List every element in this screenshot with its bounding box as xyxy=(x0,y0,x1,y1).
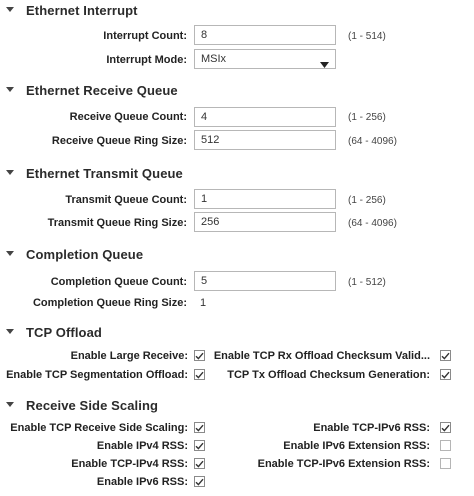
receive-queue-ring-label: Receive Queue Ring Size: xyxy=(51,135,187,147)
interrupt-count-input[interactable] xyxy=(194,25,336,45)
tcp-ipv4-rss-checkbox[interactable] xyxy=(194,458,205,469)
caret-down-icon[interactable] xyxy=(4,84,16,96)
caret-down-icon[interactable] xyxy=(4,399,16,411)
interrupt-mode-select[interactable] xyxy=(194,49,336,69)
ipv6-rss-checkbox[interactable] xyxy=(194,476,205,487)
transmit-queue-ring-range: (64 - 4096) xyxy=(348,218,397,229)
tcp-ipv6-extension-rss-checkbox[interactable] xyxy=(440,458,451,469)
section-ethernet-interrupt-header[interactable] xyxy=(4,2,138,18)
completion-queue-count-input[interactable] xyxy=(194,271,336,291)
section-title: Ethernet Interrupt xyxy=(26,2,138,18)
section-title: Completion Queue xyxy=(26,246,144,262)
transmit-queue-ring-input[interactable] xyxy=(194,212,336,232)
caret-down-icon[interactable] xyxy=(4,167,16,179)
large-receive-label: Enable Large Receive: xyxy=(70,350,188,362)
checkmark-icon xyxy=(195,371,204,379)
completion-queue-count-range: (1 - 512) xyxy=(348,277,386,288)
checkmark-icon xyxy=(195,460,204,468)
tcp-ipv6-extension-rss-label: Enable TCP-IPv6 Extension RSS: xyxy=(257,458,430,470)
segmentation-offload-label: Enable TCP Segmentation Offload: xyxy=(6,369,188,381)
checkmark-icon xyxy=(441,424,450,432)
rx-checksum-checkbox[interactable] xyxy=(440,350,451,361)
ipv4-rss-label: Enable IPv4 RSS: xyxy=(96,440,188,452)
receive-queue-count-input[interactable] xyxy=(194,107,336,127)
checkmark-icon xyxy=(441,371,450,379)
interrupt-count-range: (1 - 514) xyxy=(348,31,386,42)
completion-queue-ring-value: 1 xyxy=(200,297,207,309)
checkmark-icon xyxy=(195,424,204,432)
checkmark-icon xyxy=(195,478,204,486)
receive-queue-ring-input[interactable] xyxy=(194,130,336,150)
ipv4-rss-checkbox[interactable] xyxy=(194,440,205,451)
ipv6-extension-rss-checkbox[interactable] xyxy=(440,440,451,451)
tx-checksum-checkbox[interactable] xyxy=(440,369,451,380)
section-rss-header[interactable] xyxy=(4,397,158,413)
interrupt-count-label: Interrupt Count: xyxy=(103,30,187,42)
caret-down-icon[interactable] xyxy=(4,326,16,338)
section-receive-queue-header[interactable] xyxy=(4,82,178,98)
section-title: Ethernet Transmit Queue xyxy=(26,165,183,181)
segmentation-offload-checkbox[interactable] xyxy=(194,369,205,380)
receive-queue-count-range: (1 - 256) xyxy=(348,112,386,123)
tcp-ipv6-rss-label: Enable TCP-IPv6 RSS: xyxy=(313,422,430,434)
ipv6-extension-rss-label: Enable IPv6 Extension RSS: xyxy=(283,440,430,452)
large-receive-checkbox[interactable] xyxy=(194,350,205,361)
transmit-queue-count-label: Transmit Queue Count: xyxy=(65,194,187,206)
checkmark-icon xyxy=(195,442,204,450)
section-tcp-offload-header[interactable] xyxy=(4,324,102,340)
receive-queue-ring-range: (64 - 4096) xyxy=(348,136,397,147)
interrupt-mode-label: Interrupt Mode: xyxy=(106,54,187,66)
section-transmit-queue-header[interactable] xyxy=(4,165,183,181)
section-completion-queue-header[interactable] xyxy=(4,246,143,262)
rx-checksum-label: Enable TCP Rx Offload Checksum Valid... xyxy=(213,350,430,362)
transmit-queue-count-input[interactable] xyxy=(194,189,336,209)
section-title: Ethernet Receive Queue xyxy=(26,82,178,98)
receive-queue-count-label: Receive Queue Count: xyxy=(69,111,187,123)
ipv6-rss-label: Enable IPv6 RSS: xyxy=(96,476,188,488)
checkmark-icon xyxy=(195,352,204,360)
tx-checksum-label: TCP Tx Offload Checksum Generation: xyxy=(227,369,430,381)
caret-down-icon[interactable] xyxy=(4,4,16,16)
tcp-rss-checkbox[interactable] xyxy=(194,422,205,433)
caret-down-icon[interactable] xyxy=(4,248,16,260)
tcp-rss-label: Enable TCP Receive Side Scaling: xyxy=(10,422,188,434)
transmit-queue-count-range: (1 - 256) xyxy=(348,195,386,206)
checkmark-icon xyxy=(441,352,450,360)
completion-queue-ring-label: Completion Queue Ring Size: xyxy=(32,297,187,309)
dropdown-arrow-icon[interactable] xyxy=(320,56,329,74)
completion-queue-count-label: Completion Queue Count: xyxy=(50,276,187,288)
tcp-ipv6-rss-checkbox[interactable] xyxy=(440,422,451,433)
transmit-queue-ring-label: Transmit Queue Ring Size: xyxy=(47,217,187,229)
section-title: TCP Offload xyxy=(26,324,102,340)
section-title: Receive Side Scaling xyxy=(26,397,159,413)
tcp-ipv4-rss-label: Enable TCP-IPv4 RSS: xyxy=(71,458,188,470)
interrupt-mode-value: MSIx xyxy=(201,53,227,65)
